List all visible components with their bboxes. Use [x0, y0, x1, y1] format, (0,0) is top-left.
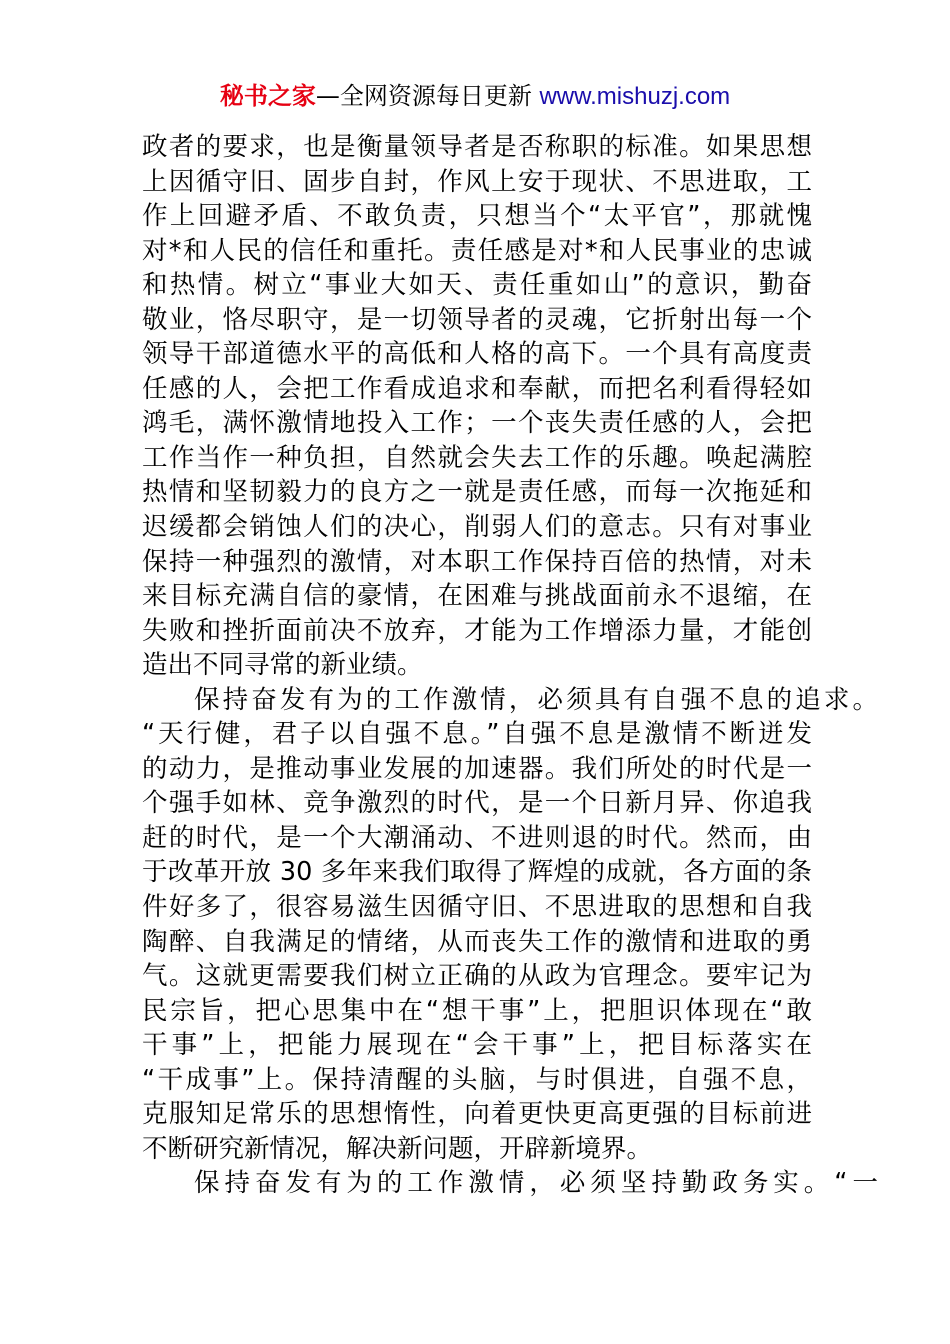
text-line: 的动力，是推动事业发展的加速器。我们所处的时代是一 [142, 753, 812, 784]
text-line: 来目标充满自信的豪情，在困难与挑战面前永不退缩，在 [142, 581, 812, 612]
text-line: 干事”上，把能力展现在“会干事”上，把目标落实在 [142, 1030, 812, 1061]
text-line: 于改革开放 30 多年来我们取得了辉煌的成就，各方面的条 [142, 857, 812, 888]
text-line: 陶醉、自我满足的情绪，从而丧失工作的激情和进取的勇 [142, 926, 812, 957]
text-line: 气。这就更需要我们树立正确的从政为官理念。要牢记为 [142, 961, 812, 992]
text-line: 失败和挫折面前决不放弃，才能为工作增添力量，才能创 [142, 615, 812, 646]
text-line: 个强手如林、竞争激烈的时代，是一个日新月异、你追我 [142, 788, 812, 819]
paragraph-first-line: 保持奋发有为的工作激情，必须坚持勤政务实。“一 [194, 1168, 878, 1199]
text-line: 领导干部道德水平的高低和人格的高下。一个具有高度责 [142, 339, 812, 370]
text-line: 保持一种强烈的激情，对本职工作保持百倍的热情，对未 [142, 546, 812, 577]
text-line: 任感的人，会把工作看成追求和奉献，而把名利看得轻如 [142, 373, 812, 404]
text-line: 上因循守旧、固步自封，作风上安于现状、不思进取，工 [142, 166, 812, 197]
document-body [142, 130, 878, 1201]
text-line: 件好多了，很容易滋生因循守旧、不思进取的思想和自我 [142, 892, 812, 923]
text-line: 作上回避矛盾、不敢负责，只想当个“太平官”，那就愧 [142, 201, 812, 232]
site-url-link[interactable]: www.mishuzj.com [539, 83, 731, 110]
text-line: 克服知足常乐的思想惰性，向着更快更高更强的目标前进 [142, 1099, 812, 1130]
text-line: 和热情。树立“事业大如天、责任重如山”的意识，勤奋 [142, 270, 812, 301]
text-line: 热情和坚韧毅力的良方之一就是责任感，而每一次拖延和 [142, 477, 812, 508]
text-line: 工作当作一种负担，自然就会失去工作的乐趣。唤起满腔 [142, 442, 812, 473]
paragraph-first-line: 保持奋发有为的工作激情，必须具有自强不息的追求。 [194, 684, 878, 715]
text-line: 鸿毛，满怀激情地投入工作；一个丧失责任感的人，会把 [142, 408, 812, 439]
text-line: 敬业，恪尽职守，是一切领导者的灵魂，它折射出每一个 [142, 304, 812, 335]
paragraph-end-line: 造出不同寻常的新业绩。 [142, 650, 423, 681]
site-tagline: —全网资源每日更新 [315, 82, 540, 110]
text-line: “天行健，君子以自强不息。”自强不息是激情不断迸发 [142, 719, 812, 750]
text-line: 赶的时代，是一个大潮涌动、不进则退的时代。然而，由 [142, 822, 812, 853]
text-line: 民宗旨，把心思集中在“想干事”上，把胆识体现在“敢 [142, 995, 812, 1026]
text-line: 对*和人民的信任和重托。责任感是对*和人民事业的忠诚 [142, 235, 812, 266]
text-line: 迟缓都会销蚀人们的决心，削弱人们的意志。只有对事业 [142, 512, 812, 543]
paragraph-end-line: 不断研究新情况，解决新问题，开辟新境界。 [142, 1133, 653, 1164]
page-header [0, 80, 950, 113]
text-line: “干成事”上。保持清醒的头脑，与时俱进，自强不息， [142, 1064, 812, 1095]
site-brand: 秘书之家 [219, 82, 316, 110]
text-line: 政者的要求，也是衡量领导者是否称职的标准。如果思想 [142, 132, 812, 162]
